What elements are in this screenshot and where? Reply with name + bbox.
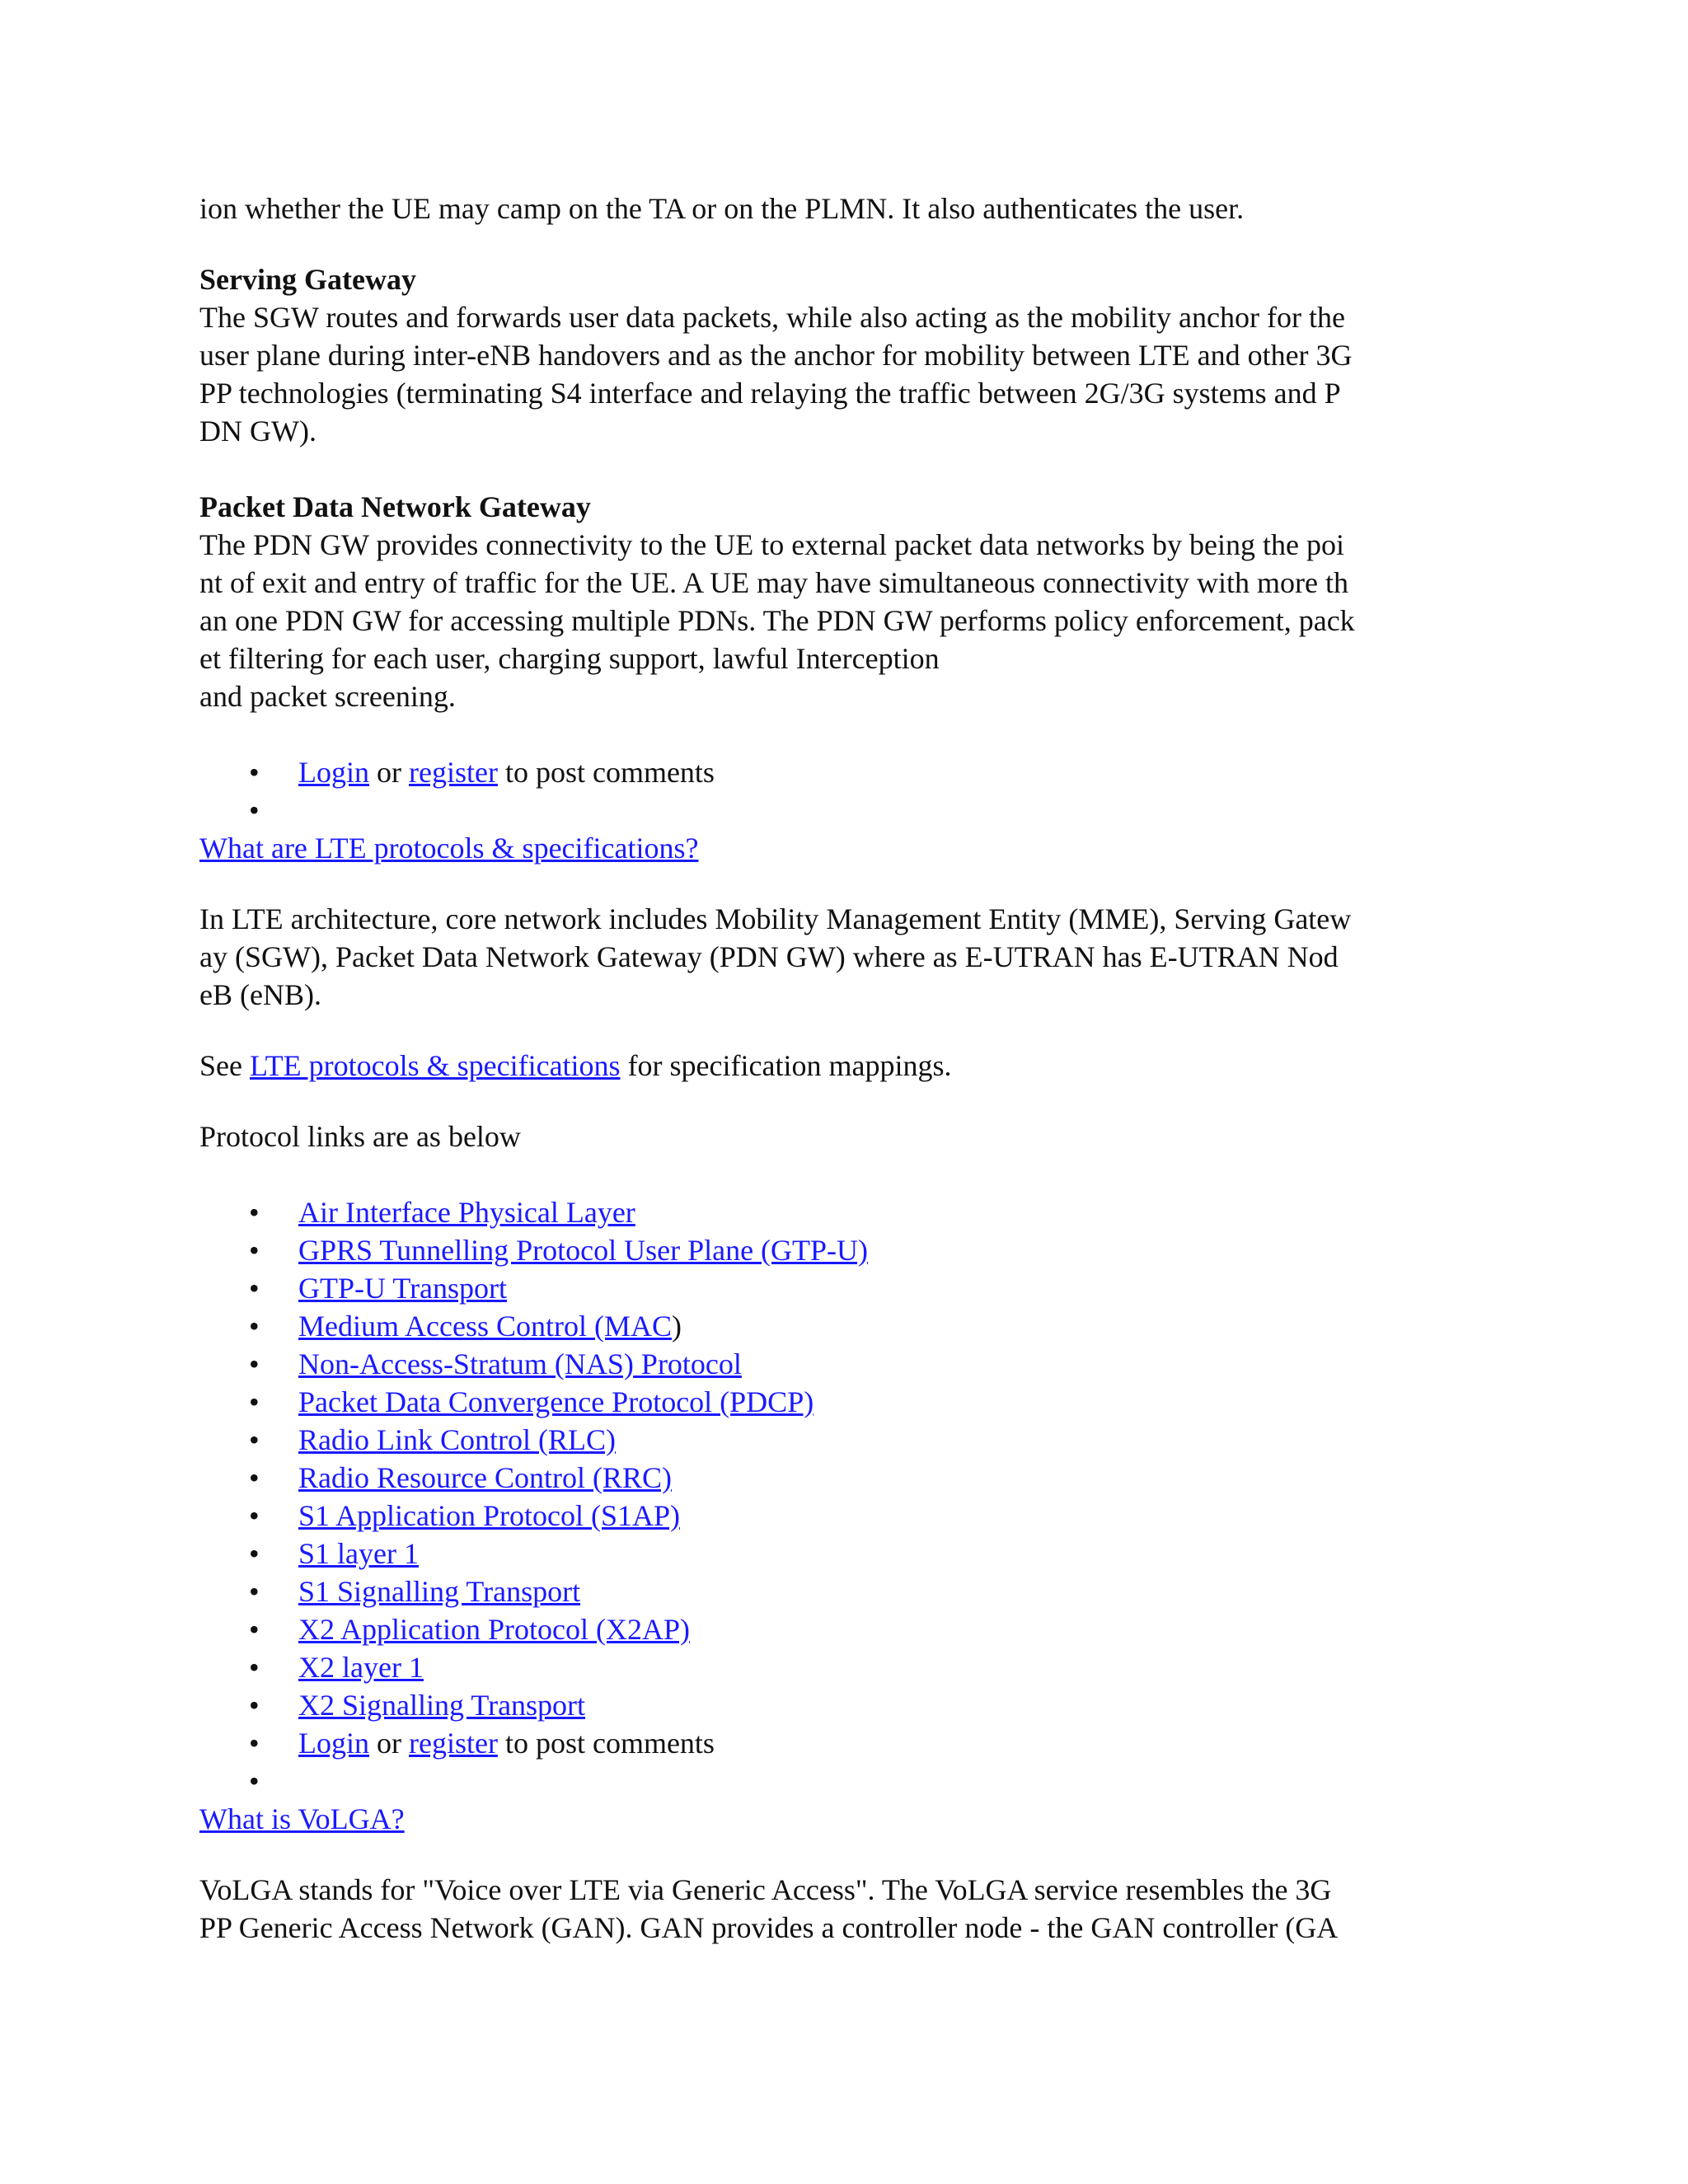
protocol-link[interactable]: S1 Signalling Transport: [298, 1575, 581, 1608]
bullet-icon: •: [249, 794, 260, 827]
bullet-icon: •: [249, 1613, 260, 1646]
protocol-link[interactable]: Medium Access Control (MAC: [298, 1310, 672, 1343]
bullet-icon: •: [249, 1234, 260, 1267]
protocol-link[interactable]: Radio Link Control (RLC): [298, 1423, 616, 1456]
protocol-list-item: [199, 1610, 1502, 1648]
bullet-icon: •: [249, 1272, 260, 1305]
sgw-heading: Serving Gateway: [199, 263, 416, 296]
register-link[interactable]: register: [409, 1727, 498, 1760]
protocol-list-item: [199, 1383, 1502, 1421]
bullet-icon: •: [249, 1765, 260, 1797]
bullet-icon: •: [249, 1651, 260, 1684]
protocol-link[interactable]: X2 Application Protocol (X2AP): [298, 1613, 690, 1646]
list-item: [199, 791, 1502, 829]
q2-line: VoLGA stands for "Voice over LTE via Generic Access". The VoLGA service resembles the 3G: [199, 1873, 1332, 1906]
q2-title-link[interactable]: What is VoLGA?: [199, 1802, 405, 1835]
bullet-icon: •: [249, 1689, 260, 1722]
protocol-link[interactable]: Radio Resource Control (RRC): [298, 1461, 672, 1494]
protocol-list-item: [199, 1648, 1502, 1686]
sgw-line: DN GW).: [199, 415, 316, 448]
q1-paragraph: [199, 900, 1502, 1014]
sgw-line: PP technologies (terminating S4 interface and relaying the traffic between 2G/3G systems and P: [199, 377, 1341, 410]
protocol-list-item: [199, 1231, 1502, 1269]
q2-line: PP Generic Access Network (GAN). GAN provides a controller node - the GAN controller (GA: [199, 1911, 1339, 1944]
post-comments-text: to post comments: [504, 1727, 715, 1760]
protocol-list-item: [199, 1307, 1502, 1345]
pdngw-line: The PDN GW provides connectivity to the UE to external packet data networks by being the poi: [199, 528, 1344, 561]
q2-title-row: [199, 1800, 1502, 1838]
or-text: or: [377, 1727, 401, 1760]
protocol-list-item: [199, 1459, 1502, 1497]
bullet-icon: •: [249, 1461, 260, 1494]
protocol-links-list: [199, 1193, 1502, 1724]
protocol-link[interactable]: GTP-U Transport: [298, 1272, 508, 1305]
q2-paragraph: [199, 1871, 1502, 1947]
bullet-icon: •: [249, 1347, 260, 1380]
protocol-list-item: [199, 1535, 1502, 1572]
protocol-link[interactable]: GPRS Tunnelling Protocol User Plane (GTP-U): [298, 1234, 869, 1267]
or-text: or: [377, 756, 401, 789]
bullet-icon: •: [249, 756, 260, 789]
bullet-icon: •: [249, 1423, 260, 1456]
pdngw-line: et filtering for each user, charging support, lawful Interception: [199, 642, 940, 675]
protocol-intro-text: Protocol links are as below: [199, 1120, 521, 1153]
protocol-list-item: [199, 1497, 1502, 1535]
protocol-link[interactable]: Non-Access-Stratum (NAS) Protocol: [298, 1347, 742, 1380]
protocol-intro: [199, 1118, 1502, 1155]
protocol-list-item: [199, 1572, 1502, 1610]
document-page: [199, 190, 1502, 1947]
register-link[interactable]: register: [409, 756, 498, 789]
comments-links-list: [199, 753, 1502, 829]
pdngw-line: and packet screening.: [199, 680, 456, 713]
q1-line: ay (SGW), Packet Data Network Gateway (PDN GW) where as E-UTRAN has E-UTRAN Nod: [199, 940, 1339, 973]
see-suffix: for specification mappings.: [627, 1049, 952, 1082]
sgw-line: user plane during inter-eNB handovers and as the anchor for mobility between LTE and other 3G: [199, 339, 1353, 372]
see-prefix: See: [199, 1049, 242, 1082]
intro-paragraph: [199, 190, 1502, 227]
pdngw-line: an one PDN GW for accessing multiple PDNs. The PDN GW performs policy enforcement, pack: [199, 604, 1355, 637]
list-item: [199, 1762, 1502, 1800]
protocol-link-suffix: ): [671, 1310, 682, 1343]
protocol-list-item: [199, 1269, 1502, 1307]
protocol-link[interactable]: X2 Signalling Transport: [298, 1689, 586, 1722]
protocol-list-item: [199, 1686, 1502, 1724]
protocol-link[interactable]: Packet Data Convergence Protocol (PDCP): [298, 1385, 814, 1418]
protocol-list-item: [199, 1193, 1502, 1231]
pdngw-line: nt of exit and entry of traffic for the UE. A UE may have simultaneous connectivity with more th: [199, 566, 1348, 599]
intro-line: ion whether the UE may camp on the TA or on the PLMN. It also authenticates the user.: [199, 192, 1245, 225]
protocol-link[interactable]: S1 layer 1: [298, 1537, 419, 1570]
protocol-list-item: [199, 1421, 1502, 1459]
sgw-section: [199, 260, 1502, 450]
post-comments-text: to post comments: [504, 756, 715, 789]
list-item: [199, 753, 1502, 791]
pdngw-section: [199, 488, 1502, 715]
login-link[interactable]: Login: [298, 756, 369, 789]
bullet-icon: •: [249, 1385, 260, 1418]
q1-line: In LTE architecture, core network includes Mobility Management Entity (MME), Serving Gatew: [199, 902, 1352, 935]
bullet-icon: •: [249, 1310, 260, 1343]
protocol-link[interactable]: Air Interface Physical Layer: [298, 1196, 635, 1229]
bullet-icon: •: [249, 1575, 260, 1608]
pdngw-heading: Packet Data Network Gateway: [199, 490, 591, 523]
q1-title-link[interactable]: What are LTE protocols & specifications?: [199, 832, 699, 865]
bullet-icon: •: [249, 1499, 260, 1532]
list-item: [199, 1724, 1502, 1762]
q1-title-row: [199, 829, 1502, 867]
protocol-link[interactable]: S1 Application Protocol (S1AP): [298, 1499, 681, 1532]
bullet-icon: •: [249, 1537, 260, 1570]
protocol-link[interactable]: X2 layer 1: [298, 1651, 424, 1684]
see-paragraph: [199, 1047, 1502, 1085]
bullet-icon: •: [249, 1727, 260, 1760]
protocol-list-item: [199, 1345, 1502, 1383]
bullet-icon: •: [249, 1196, 260, 1229]
login-link[interactable]: Login: [298, 1727, 369, 1760]
comments-links-list-2: [199, 1724, 1502, 1800]
lte-specs-link[interactable]: LTE protocols & specifications: [249, 1049, 621, 1082]
sgw-line: The SGW routes and forwards user data packets, while also acting as the mobility anchor for the: [199, 301, 1345, 334]
q1-line: eB (eNB).: [199, 978, 321, 1011]
